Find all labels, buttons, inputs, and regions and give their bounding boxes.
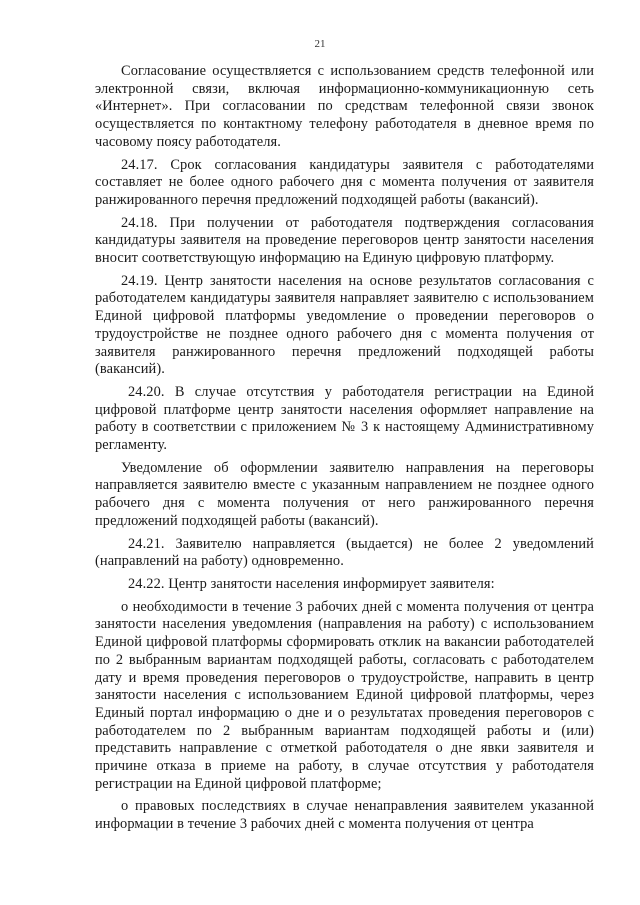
paragraph-24-19: 24.19. Центр занятости населения на основе результатов согласования с работодателем кандидатуры заявителя направляет заявителю с использованием Единой цифровой платформы уведомление о проведении переговоров о трудоустройстве не позднее одного рабочего дня с момента получения от заявителя ранжированного перечня предложений подходящей работы (вакансий).: [95, 272, 594, 378]
paragraph-agreement-methods: Согласование осуществляется с использованием средств телефонной или электронной связи, включая информационно-коммуникационную сеть «Интернет». При согласовании по средствам телефонной связи звонок осуществляется по контактному телефону работодателя в дневное время по часовому поясу работодателя.: [95, 63, 594, 150]
paragraph-necessity: о необходимости в течение 3 рабочих дней с момента получения от центра занятости населения уведомления (направления на работу) с использованием Единой цифровой платформы сформировать отклик на вакансии работодателей по 2 выбранным вариантам подходящей работы, согласовать с работодателем дату и время проведения переговоров о трудоустройстве, направить в центр занятости населения с использованием Единой цифровой платформы, через Единый портал информацию о дне и о результатах проведения переговоров с работодателем по 2 выбранным вариантам подходящей работы и (или) представить направление с отметкой работодателя о дне явки заявителя и причине отказа в приеме на работу, в случае отсутствия у работодателя регистрации на Единой цифровой платформе;: [95, 598, 594, 792]
paragraph-notification: Уведомление об оформлении заявителю направления на переговоры направляется заявителю вместе с указанным направлением не позднее одного рабочего дня с момента получения от него ранжированного перечня предложений подходящей работы (вакансий).: [95, 459, 594, 529]
paragraph-24-22: 24.22. Центр занятости населения информирует заявителя:: [128, 575, 495, 592]
page-number: 21: [314, 38, 326, 50]
paragraph-24-18: 24.18. При получении от работодателя подтверждения согласования кандидатуры заявителя на проведение переговоров центр занятости населения вносит соответствующую информацию на Единую цифровую платформу.: [95, 214, 594, 267]
paragraph-24-21: 24.21. Заявителю направляется (выдается) не более 2 уведомлений (направлений на работу) одновременно.: [95, 535, 594, 570]
paragraph-24-17: 24.17. Срок согласования кандидатуры заявителя с работодателями составляет не более одного рабочего дня с момента получения от заявителя ранжированного перечня предложений подходящей работы (вакансий).: [95, 156, 594, 208]
paragraph-24-20: 24.20. В случае отсутствия у работодателя регистрации на Единой цифровой платформе центр занятости населения оформляет направление на работу в соответствии с приложением № 3 к настоящему Административному регламенту.: [95, 383, 594, 454]
document-body: [95, 63, 594, 839]
paragraph-legal-consequences: о правовых последствиях в случае ненаправления заявителем указанной информации в течение 3 рабочих дней с момента получения от центра: [95, 798, 594, 833]
